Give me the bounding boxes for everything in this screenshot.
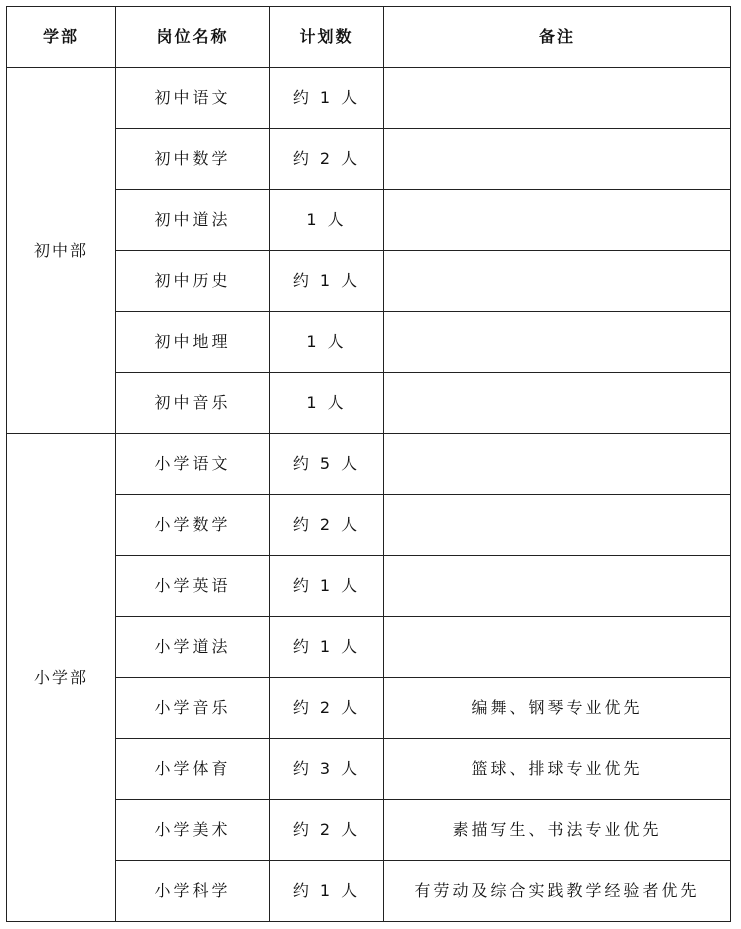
plan-cell: 1 人 — [270, 190, 384, 251]
table-row — [7, 678, 731, 739]
position-cell: 初中历史 — [116, 251, 270, 312]
plan-cell: 约 3 人 — [270, 739, 384, 800]
table-row — [7, 251, 731, 312]
table-row — [7, 190, 731, 251]
note-cell: 篮球、排球专业优先 — [384, 739, 731, 800]
table-row — [7, 617, 731, 678]
plan-cell: 1 人 — [270, 373, 384, 434]
position-cell: 小学数学 — [116, 495, 270, 556]
header-department: 学部 — [7, 7, 116, 68]
position-cell: 小学科学 — [116, 861, 270, 922]
table-row — [7, 129, 731, 190]
note-cell — [384, 68, 731, 129]
header-plan: 计划数 — [270, 7, 384, 68]
position-cell: 小学美术 — [116, 800, 270, 861]
position-cell: 小学体育 — [116, 739, 270, 800]
position-cell: 小学英语 — [116, 556, 270, 617]
department-cell-primary: 小学部 — [7, 434, 116, 922]
position-cell: 初中语文 — [116, 68, 270, 129]
note-cell — [384, 617, 731, 678]
position-cell: 小学道法 — [116, 617, 270, 678]
table-row — [7, 495, 731, 556]
note-cell — [384, 251, 731, 312]
plan-cell: 1 人 — [270, 312, 384, 373]
table-row — [7, 312, 731, 373]
position-cell: 小学语文 — [116, 434, 270, 495]
table-row — [7, 434, 731, 495]
table-row — [7, 373, 731, 434]
header-note: 备注 — [384, 7, 731, 68]
plan-cell: 约 1 人 — [270, 251, 384, 312]
plan-cell: 约 2 人 — [270, 129, 384, 190]
table-row — [7, 556, 731, 617]
plan-cell: 约 5 人 — [270, 434, 384, 495]
note-cell — [384, 312, 731, 373]
note-cell — [384, 556, 731, 617]
note-cell — [384, 495, 731, 556]
note-cell — [384, 373, 731, 434]
position-cell: 初中数学 — [116, 129, 270, 190]
table-header — [7, 7, 731, 68]
header-position: 岗位名称 — [116, 7, 270, 68]
header-row — [7, 7, 731, 68]
plan-cell: 约 2 人 — [270, 800, 384, 861]
table-body — [7, 68, 731, 922]
plan-cell: 约 2 人 — [270, 495, 384, 556]
position-cell: 初中地理 — [116, 312, 270, 373]
note-cell: 编舞、钢琴专业优先 — [384, 678, 731, 739]
recruitment-table — [6, 6, 731, 922]
department-cell-junior: 初中部 — [7, 68, 116, 434]
position-cell: 小学音乐 — [116, 678, 270, 739]
note-cell — [384, 129, 731, 190]
plan-cell: 约 1 人 — [270, 556, 384, 617]
table-row — [7, 68, 731, 129]
note-cell — [384, 190, 731, 251]
position-cell: 初中道法 — [116, 190, 270, 251]
table-row — [7, 739, 731, 800]
plan-cell: 约 1 人 — [270, 68, 384, 129]
note-cell: 有劳动及综合实践教学经验者优先 — [384, 861, 731, 922]
plan-cell: 约 1 人 — [270, 617, 384, 678]
plan-cell: 约 1 人 — [270, 861, 384, 922]
note-cell: 素描写生、书法专业优先 — [384, 800, 731, 861]
table-row — [7, 861, 731, 922]
position-cell: 初中音乐 — [116, 373, 270, 434]
table-row — [7, 800, 731, 861]
plan-cell: 约 2 人 — [270, 678, 384, 739]
note-cell — [384, 434, 731, 495]
